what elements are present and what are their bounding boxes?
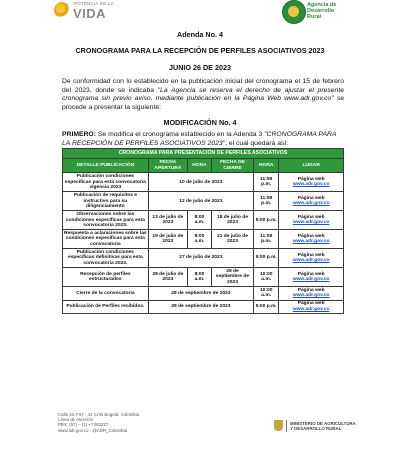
close-hour-cell: 11:59 p.m. [254,173,279,192]
close-date-cell: 21 de julio de 2023 [211,230,253,249]
detail-cell: Respuesta a aclaraciones sobre las condiciones específicas para esta convocatoria [64,230,147,248]
table-row [63,268,344,287]
place-label: Página web [297,287,325,293]
detail-cell: Publicación de requisitos e instructivo para su diligenciamiento [63,192,149,211]
detail-cell: Cierre de la convocatoria [63,287,149,300]
document-date: JUNIO 26 DE 2023 [169,63,231,72]
place-label: Página web [297,214,325,220]
footer-address: Calle 43 # 57 - 41 CAN Bogotá, Colombia Línea de Atención PBX: (57) – (1) • 7482227 www.adr.gov.co - @ADR_Colombia [58,412,140,433]
place-cell [279,268,344,287]
date-cell: 10 de julio de 2023 [148,173,253,192]
schedule-table-body [63,173,344,314]
place-cell [279,249,344,268]
close-hour-cell: 11:59 p.m. [254,230,279,249]
place-link[interactable]: www.adr.gov.co [292,258,330,264]
header-close-date: FECHA DE CIERRE [211,159,253,173]
document-title: CRONOGRAMA PARA LA RECEPCIÓN DE PERFILES ASOCIATIVOS 2023 [75,46,325,55]
modification-heading: MODIFICACIÓN No. 4 [163,118,237,127]
place-label: Página web [297,176,325,182]
date-cell: 12 de julio de 2023 [148,192,253,211]
close-hour-cell: 11:59 p.m. [254,192,279,211]
header-close-hour: HORA [254,159,279,173]
open-date-cell: 13 de julio de 2023 [148,211,187,230]
detail-cell: Recepción de perfiles estructurados [63,268,149,287]
header-open-date: FECHA APERTURA [148,159,187,173]
ministry-logo: MINISTERIO DE AGRICULTURA Y DESARROLLO RURAL [274,420,374,434]
header-place: LUGAR [279,159,344,173]
open-hour-cell: 8:00 a.m. [188,268,212,287]
table-row [63,300,344,313]
detail-cell: Publicación de Perfiles recibidos. [63,300,149,313]
close-hour-cell: 10:00 a.m. [254,287,279,300]
close-hour-cell: 5:00 p.m. [254,211,279,230]
table-row [63,249,344,268]
place-cell [279,287,344,300]
detail-cell: Publicación condiciones específicas definitivas para esta convocatoria 2023. [63,249,149,268]
header-open-hour: HORA [188,159,212,173]
intro-paragraph: De conformidad con lo establecido en la publicación inicial del cronograma el 15 de febrero del 2023, donde se indicaba "La Agencia se reserva el derecho de ajustar el presente cronograma sin previo aviso, mediante publicación en la Página Web www.adr.gov.co" se procede a presentar la siguiente: [62,78,344,111]
place-cell [279,211,344,230]
adr-logo-text: Agencia de Desarrollo Rural [307,2,337,21]
schedule-table [62,148,344,314]
open-hour-cell: 8:00 a.m. [188,230,212,249]
place-link[interactable]: www.adr.gov.co [292,182,330,188]
close-hour-cell: 10:00 a.m. [254,268,279,287]
date-cell: 28 de septiembre de 2023 [148,287,253,300]
place-cell [279,173,344,192]
potencia-vida-logo [54,0,126,24]
place-link[interactable]: www.adr.gov.co [292,201,330,207]
sun-logo-icon [54,2,70,18]
place-label: Página web [297,252,325,258]
detail-cell: Observaciones sobre las condiciones específicas para esta convocatoria 2023. [63,211,149,230]
place-cell [279,192,344,211]
place-link[interactable]: www.adr.gov.co [292,277,330,283]
adr-logo [282,0,362,26]
date-cell: 28 de septiembre de 2023 [148,300,253,313]
place-cell [279,300,344,313]
table-row [63,211,344,230]
close-hour-cell: 5:00 p.m. [254,300,279,313]
header-detail: DETALLE PUBLICACIÓN [63,159,149,173]
table-row [63,173,344,192]
table-row [63,230,344,249]
table-caption: CRONOGRAMA PARA PRESENTACIÓN DE PERFILES ASOCIATIVOS [63,149,344,159]
place-link[interactable]: www.adr.gov.co [292,293,330,299]
place-label: Página web [297,301,325,307]
close-date-cell: 28 de septiembre de 2023 [211,268,253,287]
table-row [63,192,344,211]
place-label: Página web [297,271,325,277]
place-link[interactable]: www.adr.gov.co [292,306,330,312]
place-label: Página web [297,195,325,201]
detail-cell: Publicación condiciones específicas para esta convocatoria vigencia 2023 [63,173,149,192]
close-hour-cell: 5:00 p.m. [254,249,279,268]
logo-big-text: VIDA [73,6,107,21]
intro-quote: "La Agencia se reserva el derecho de ajustar el presente cronograma sin previo aviso, mediante publicación en la Página Web www.adr.gov.co" [62,86,344,103]
adr-emblem-icon [282,0,306,24]
coat-of-arms-icon [274,420,283,431]
place-cell [279,230,344,249]
open-date-cell: 28 de julio de 2023 [148,268,187,287]
close-date-cell: 18 de julio de 2023 [211,211,253,230]
place-link[interactable]: www.adr.gov.co [292,220,330,226]
logo-small-text: POTENCIA DE LA [74,1,114,6]
place-link[interactable]: www.adr.gov.co [292,239,330,245]
open-date-cell: 19 de julio de 2023 [148,230,187,249]
place-label: Página web [297,233,325,239]
open-hour-cell: 8:00 a.m. [188,211,212,230]
table-row [63,287,344,300]
addendum-title: Adenda No. 4 [177,30,223,39]
date-cell: 27 de julio de 2023 [148,249,253,268]
first-paragraph: PRIMERO: Se modifica el cronograma establecido en la Adenda 3 "CRONOGRAMA PARA LA RECEPCIÓN DE PERFILES ASOCIATIVOS 2023", el cual quedará así: [62,131,337,147]
